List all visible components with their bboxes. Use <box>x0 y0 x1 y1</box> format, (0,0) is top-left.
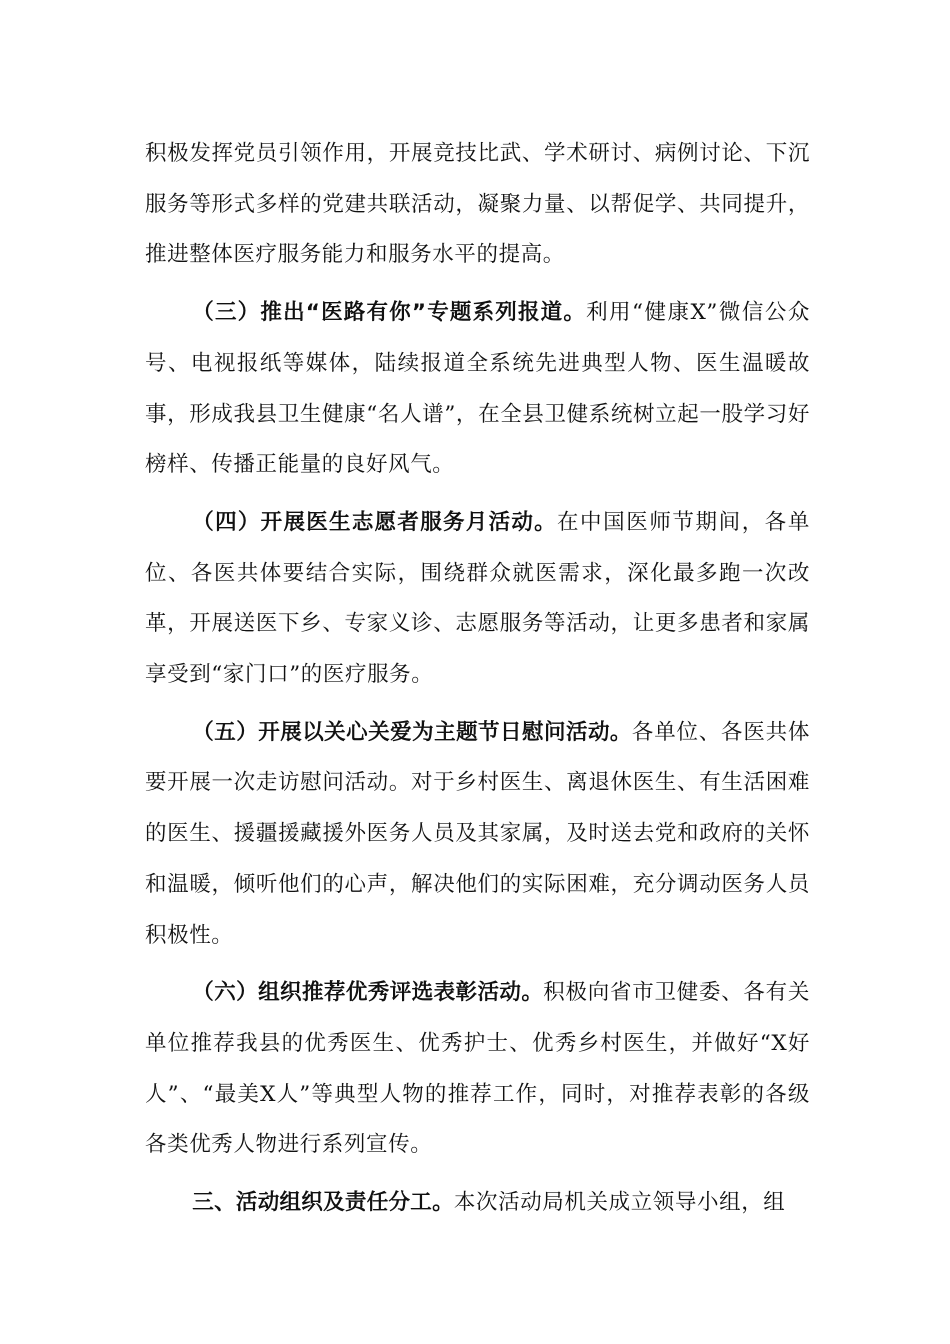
paragraph-section-3 <box>145 288 810 491</box>
paragraph-body: 利用“健康X”微信公众号、电视报纸等媒体，陆续报道全系统先进典型人物、医生温暖故事，形成我县卫生健康“名人谱”，在全县卫健系统树立起一股学习好榜样、传播正能量的良好风气。 <box>145 300 810 478</box>
section-heading: （六）组织推荐优秀评选表彰活动。 <box>192 980 544 1006</box>
section-heading: （三）推出“医路有你”专题系列报道。 <box>192 300 587 326</box>
paragraph-continuation <box>145 129 810 281</box>
paragraph-body: 本次活动局机关成立领导小组，组 <box>453 1190 786 1216</box>
paragraph-section-4 <box>145 498 810 701</box>
paragraph-body: 各单位、各医共体要开展一次走访慰问活动。对于乡村医生、离退休医生、有生活困难的医生、援疆援藏援外医务人员及其家属，及时送去党和政府的关怀和温暖，倾听他们的心声，解决他们的实际困难，充分调动医务人员积极性。 <box>145 719 810 948</box>
paragraph-part-3 <box>145 1178 810 1229</box>
paragraph-body: 积极发挥党员引领作用，开展竞技比武、学术研讨、病例讨论、下沉服务等形式多样的党建共联活动，凝聚力量、以帮促学、共同提升，推进整体医疗服务能力和服务水平的提高。 <box>145 141 810 268</box>
document-page <box>145 129 810 1236</box>
section-heading: （五）开展以关心关爱为主题节日慰问活动。 <box>192 719 632 745</box>
paragraph-body: 积极向省市卫健委、各有关单位推荐我县的优秀医生、优秀护士、优秀乡村医生，并做好“X好人”、“最美X人”等典型人物的推荐工作，同时，对推荐表彰的各级各类优秀人物进行系列宣传。 <box>145 980 811 1158</box>
paragraph-section-6 <box>145 968 810 1171</box>
section-heading: （四）开展医生志愿者服务月活动。 <box>192 509 557 535</box>
section-heading: 三、活动组织及责任分工。 <box>192 1190 454 1216</box>
paragraph-section-5 <box>145 708 810 962</box>
paragraph-body: 在中国医师节期间，各单位、各医共体要结合实际，围绕群众就医需求，深化最多跑一次改革，开展送医下乡、专家义诊、志愿服务等活动，让更多患者和家属享受到“家门口”的医疗服务。 <box>145 509 810 688</box>
